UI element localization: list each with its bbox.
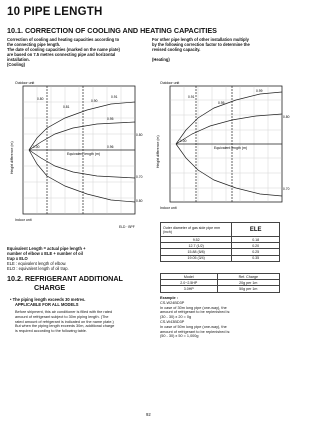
x-axis-label: Equivalent length (m) (214, 146, 248, 150)
example-line: In case of 30m long pipe (one-way), the (160, 305, 227, 310)
side-label: 0.80 (136, 199, 143, 203)
bullet-block (10, 297, 150, 307)
example-line: CS-W24BD3P (160, 300, 185, 305)
ele-header-right: ELE (232, 223, 280, 237)
left-intro-line: the connecting pipe length. (7, 42, 61, 47)
example-line: (50 - 30) x 50 = 1,000g (160, 334, 199, 339)
curve-label: 0.80 (37, 97, 44, 101)
y-axis-label: Height difference (m) (156, 135, 160, 168)
right-intro-line: (Heating) (152, 57, 170, 62)
curve-label: 0.90 (91, 99, 98, 103)
ref-charge-table (160, 273, 280, 293)
example-line: In case of 50m long pipe (one-way), the (160, 324, 227, 329)
example-line: Example : (160, 296, 178, 300)
chart-curves (29, 86, 135, 214)
curve-label: 1.00 (180, 139, 187, 143)
section-heading-10-1: 10.1. CORRECTION OF COOLING AND HEATING CAPACITIES (7, 26, 217, 35)
body-line: amount of refrigerant subject to 30m piping length. (The (15, 314, 109, 319)
curve-label: 0.95 (218, 101, 225, 105)
ele-header-left: Outer diameter of gas side pipe mm (inch) (161, 223, 232, 237)
side-label: 0.80 (283, 115, 290, 119)
table-row: 9.52 0.18 (161, 237, 280, 243)
section-heading-10-2 (7, 275, 123, 292)
right-intro (152, 37, 294, 62)
y-axis-label: Height difference (m) (10, 141, 14, 174)
left-intro-line: are based on 7.5 metres connecting pipe and horizontal (7, 52, 116, 57)
chart-curves (176, 86, 282, 202)
indoor-unit-label: Indoor unit (15, 218, 32, 222)
x-axis-label: Equivalent length (m) (67, 152, 101, 156)
right-intro-line: revised cooling capacity. (152, 47, 201, 52)
right-intro-line: For other pipe length of other installation multiply (152, 37, 249, 42)
equiv-line: Equivalent Length = actual pipe length + (7, 246, 86, 251)
body-line: Before shipment, this air conditioner is filled with the rated (15, 310, 113, 314)
example-line: (30 - 30) x 20 = 0g (160, 315, 192, 320)
outdoor-unit-label: Outdoor unit (160, 81, 180, 85)
section-title-line: CHARGE (34, 282, 66, 292)
left-intro (7, 37, 147, 67)
curve-label: 0.81 (63, 105, 70, 109)
curve-label: 0.99 (256, 89, 263, 93)
equiv-line: number of elbow x ELE + number of oil (7, 251, 83, 256)
table-row: 12.7 (1/2) 0.20 (161, 243, 280, 249)
table-row: 19.05 (3/4) 0.35 (161, 255, 280, 261)
curve-label: 0.91 (111, 95, 118, 99)
equiv-line: ELO : equivalent length of oil trap. (7, 266, 69, 271)
equiv-line: ELE : equivalent length of elbow. (7, 261, 67, 266)
refrigerant-body-text (15, 310, 149, 334)
ele-table (160, 222, 280, 262)
side-label: 0.80 (136, 133, 143, 137)
side-label: 0.70 (136, 175, 143, 179)
example-line: amount of refrigerant to be replenished is: (160, 329, 231, 334)
curve-label: 0.96 (107, 145, 114, 149)
example-line: amount of refrigerant to be replenished is: (160, 310, 231, 315)
side-label: 0.70 (283, 187, 290, 191)
curve-label: 0.95 (107, 117, 114, 121)
section-title-line: 10.2. REFRIGERANT ADDITIONAL (7, 274, 123, 283)
table-row: 15.88 (5/8) 0.25 (161, 249, 280, 255)
bullet-title: • The piping length exceeds 30 metres. (10, 297, 86, 302)
outdoor-unit-label: Outdoor unit (15, 81, 35, 85)
chart-footer-code: ELD · BPF (119, 225, 135, 229)
body-line: rated amount of refrigerant is indicated on the name plate.) (15, 319, 114, 324)
indoor-unit-label: Indoor unit (160, 206, 177, 210)
body-line: But when the piping length exceeds 30m, additional charge (15, 324, 115, 329)
left-intro-line: Correction of cooling and heating capacities according to (7, 37, 120, 42)
body-line: is required according to the following table. (15, 329, 87, 334)
page-number: 92 (146, 412, 151, 417)
page-title: 10 PIPE LENGTH (7, 6, 103, 18)
table-row: 3.0HP 50g per 1m (161, 286, 280, 292)
example-line: CS-W43BD3P (160, 319, 185, 324)
equiv-line: trap x ELO (7, 256, 28, 261)
example-block (160, 296, 295, 339)
table-header-row: Model Ref. Charge (161, 274, 280, 280)
bullet-subtitle: APPLICABLE FOR ALL MODELS (15, 302, 79, 307)
heating-capacity-chart (152, 78, 294, 213)
right-intro-line: by the following correction factor to determine the (152, 42, 250, 47)
left-intro-line: The date of cooling capacities (marked on the name plate) (7, 47, 120, 52)
left-intro-line: installation. (7, 57, 30, 62)
left-intro-line: (Cooling) (7, 62, 25, 67)
curve-label: 1.00 (33, 145, 40, 149)
equivalent-length-notes (7, 246, 147, 271)
curve-label: 0.91 (188, 95, 195, 99)
table-row: 2.0~2.5HP 20g per 1m (161, 280, 280, 286)
cooling-capacity-chart (7, 78, 147, 233)
